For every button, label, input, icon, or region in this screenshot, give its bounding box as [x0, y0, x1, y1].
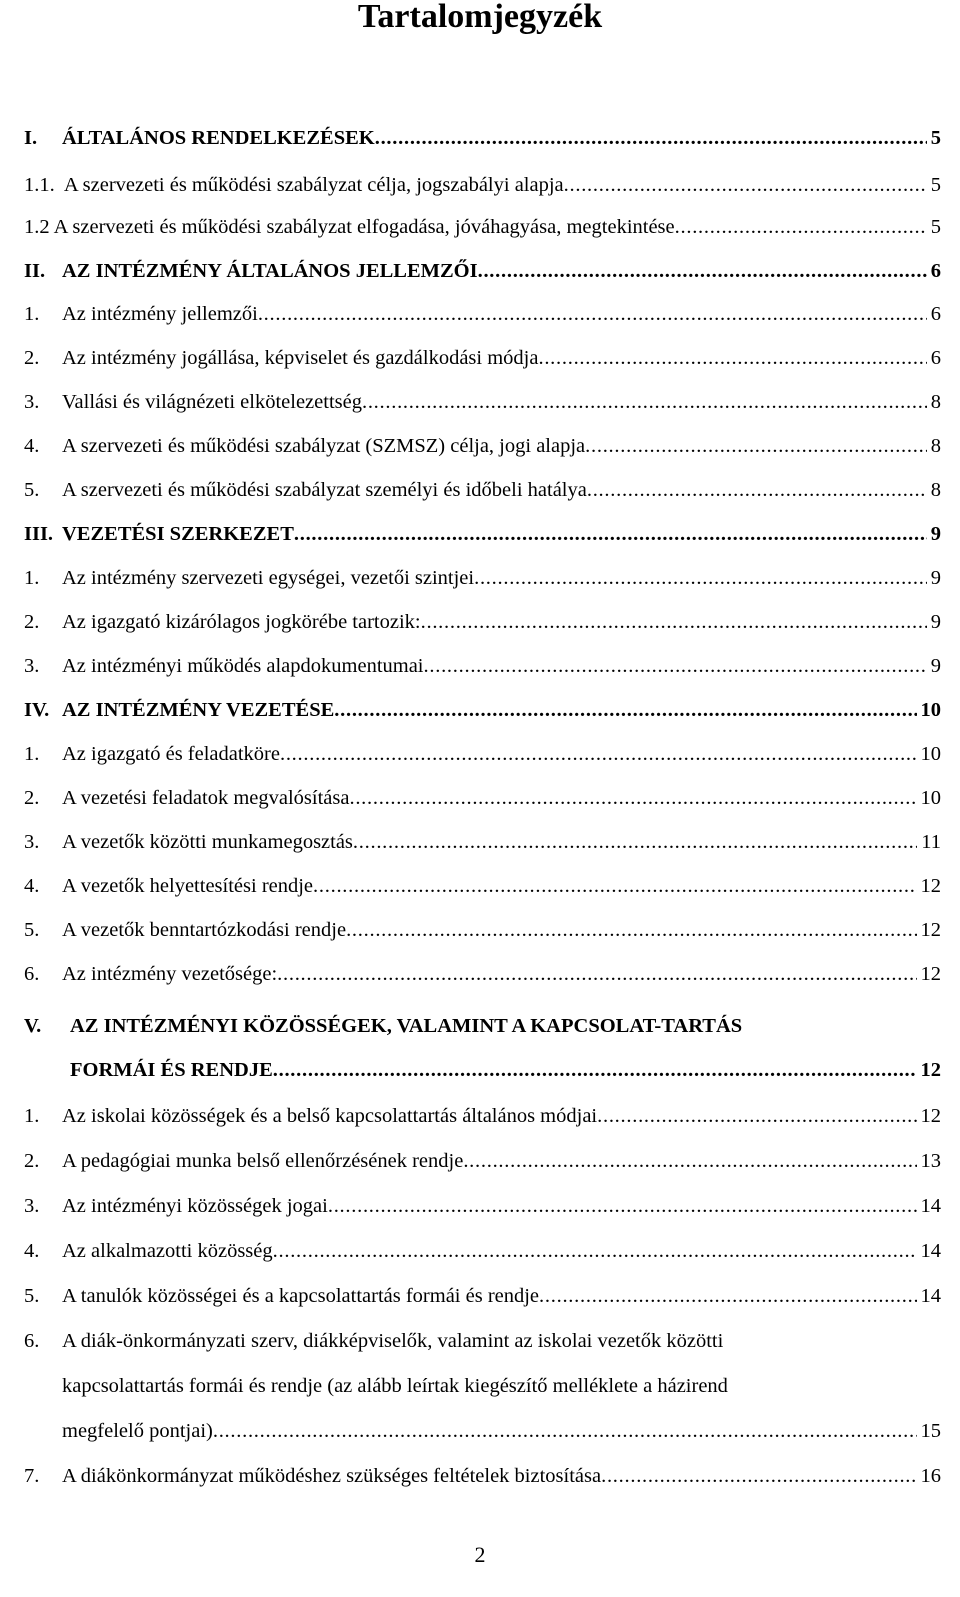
toc-entry[interactable] — [24, 123, 941, 153]
toc-entry-number: V. — [24, 1015, 42, 1037]
toc-entry[interactable] — [24, 212, 941, 242]
toc-entry-number: 4. — [24, 1240, 40, 1262]
toc-entry-number: 5. — [24, 1285, 40, 1307]
toc-entry[interactable] — [24, 256, 941, 286]
toc-entry-first-line[interactable] — [24, 1326, 941, 1356]
toc-entry-number: 2. — [24, 787, 40, 809]
toc-entry-text: A vezetők közötti munkamegosztás — [62, 831, 353, 853]
toc-entry-page: 9 — [930, 655, 941, 677]
toc-entry[interactable] — [24, 783, 941, 813]
toc-entry-page: 12 — [920, 1105, 941, 1127]
toc-entry-page: 8 — [930, 479, 941, 501]
page-number: 2 — [474, 1542, 486, 1567]
toc-entry-text: AZ INTÉZMÉNY VEZETÉSE — [62, 699, 335, 721]
toc-entry-page: 11 — [921, 831, 941, 853]
toc-entry[interactable] — [24, 1101, 941, 1131]
toc-entry-number: 2. — [24, 1150, 40, 1172]
toc-entry-page: 12 — [920, 875, 941, 897]
toc-entry-text: A vezetők helyettesítési rendje — [62, 875, 314, 897]
toc-entry-page: 16 — [920, 1465, 941, 1487]
toc-entry-text: kapcsolattartás formái és rendje (az alább leírtak kiegészítő melléklete a házirend — [62, 1375, 728, 1397]
toc-entry-text: megfelelő pontjai) — [62, 1420, 213, 1442]
toc-entry[interactable] — [24, 695, 941, 725]
toc-entry-number: III. — [24, 523, 54, 545]
toc-entry[interactable] — [24, 827, 941, 857]
toc-entry-page: 15 — [920, 1420, 941, 1442]
toc-entry-page: 9 — [930, 523, 941, 545]
toc-entry-number: 1. — [24, 567, 40, 589]
toc-entry-page: 12 — [920, 963, 941, 985]
toc-entry-page: 13 — [920, 1150, 941, 1172]
toc-entry[interactable] — [24, 607, 941, 637]
toc-entry[interactable] — [24, 343, 941, 373]
toc-entry-number: 1. — [24, 743, 40, 765]
toc-entry[interactable] — [24, 1416, 941, 1446]
toc-entry[interactable] — [24, 299, 941, 329]
toc-entry-page: 14 — [920, 1240, 941, 1262]
toc-entry-text: Az igazgató kizárólagos jogkörébe tartozik: — [62, 611, 421, 633]
toc-entry-number: 3. — [24, 831, 40, 853]
toc-entry-text: A szervezeti és működési szabályzat személyi és időbeli hatálya — [62, 479, 587, 501]
toc-entry[interactable] — [24, 170, 941, 200]
toc-entry-number: 6. — [24, 1330, 40, 1352]
toc-entry-text: VEZETÉSI SZERKEZET — [62, 523, 294, 545]
toc-entry[interactable] — [24, 431, 941, 461]
toc-entry[interactable] — [24, 959, 941, 989]
toc-entry-text: AZ INTÉZMÉNYI KÖZÖSSÉGEK, VALAMINT A KAPCSOLAT-TARTÁS — [70, 1015, 743, 1037]
toc-entry[interactable] — [24, 739, 941, 769]
toc-entry[interactable] — [24, 1146, 941, 1176]
toc-entry-number: 3. — [24, 1195, 40, 1217]
toc-entry-page: 12 — [920, 919, 941, 941]
toc-entry-text: A diákönkormányzat működéshez szükséges feltételek biztosítása — [62, 1465, 602, 1487]
toc-entry-text: 1.1. A szervezeti és működési szabályzat célja, jogszabályi alapja — [24, 174, 564, 196]
toc-entry-page: 10 — [920, 743, 941, 765]
toc-entry-number: 6. — [24, 963, 40, 985]
toc-entry-page: 9 — [930, 567, 941, 589]
toc-entry-text: A diák-önkormányzati szerv, diákképviselők, valamint az iskolai vezetők közötti — [62, 1330, 724, 1352]
toc-entry-number: 1. — [24, 303, 40, 325]
toc-entry[interactable] — [24, 915, 941, 945]
toc-entry-text: 1.2 A szervezeti és működési szabályzat elfogadása, jóváhagyása, megtekintése — [24, 216, 675, 238]
toc-entry-text: A vezetési feladatok megvalósítása — [62, 787, 350, 809]
toc-entry-text: Az alkalmazotti közösség — [62, 1240, 273, 1262]
toc-entry-page: 6 — [930, 303, 941, 325]
toc-entry-text: Vallási és világnézeti elkötelezettség — [62, 391, 362, 413]
toc-entry-number: 3. — [24, 655, 40, 677]
toc-entry-page: 8 — [930, 435, 941, 457]
toc-entry-page: 5 — [930, 174, 941, 196]
toc-entry-text: Az intézmény vezetősége: — [62, 963, 278, 985]
toc-entry-text: Az intézmény jogállása, képviselet és gazdálkodási módja — [62, 347, 539, 369]
toc-entry[interactable] — [24, 1281, 941, 1311]
toc-entry-text: A szervezeti és működési szabályzat (SZMSZ) célja, jogi alapja — [62, 435, 586, 457]
toc-entry-text: A vezetők benntartózkodási rendje — [62, 919, 347, 941]
toc-entry-number: 4. — [24, 435, 40, 457]
toc-entry[interactable] — [24, 871, 941, 901]
toc-entry-number: II. — [24, 260, 46, 282]
toc-entry[interactable] — [24, 651, 941, 681]
toc-entry-text: FORMÁI ÉS RENDJE — [70, 1059, 273, 1081]
toc-entry-text: Az iskolai közösségek és a belső kapcsolattartás általános módjai — [62, 1105, 598, 1127]
toc-entry-number: I. — [24, 127, 38, 149]
toc-entry-second-line[interactable] — [24, 1371, 941, 1401]
toc-entry-number: 5. — [24, 919, 40, 941]
toc-entry-first-line[interactable] — [24, 1011, 941, 1041]
toc-entry-number: 5. — [24, 479, 40, 501]
toc-entry-page: 6 — [930, 347, 941, 369]
toc-entry-text: A pedagógiai munka belső ellenőrzésének rendje — [62, 1150, 464, 1172]
toc-entry-number: 4. — [24, 875, 40, 897]
toc-entry-number: 7. — [24, 1465, 40, 1487]
toc-entry-page: 12 — [920, 1059, 941, 1081]
toc-entry-text: Az intézményi működés alapdokumentumai — [62, 655, 424, 677]
toc-entry-text: ÁLTALÁNOS RENDELKEZÉSEK — [62, 127, 375, 149]
toc-entry-number: 3. — [24, 391, 40, 413]
toc-entry-text: Az igazgató és feladatköre — [62, 743, 280, 765]
toc-entry-page: 14 — [920, 1195, 941, 1217]
toc-entry-page: 9 — [930, 611, 941, 633]
toc-entry-number: 1. — [24, 1105, 40, 1127]
toc-entry[interactable] — [24, 563, 941, 593]
toc-entry-page: 5 — [930, 127, 941, 149]
toc-entry[interactable] — [24, 1055, 941, 1085]
toc-entry[interactable] — [24, 387, 941, 417]
toc-entry-text: Az intézményi közösségek jogai — [62, 1195, 328, 1217]
toc-entry[interactable] — [24, 519, 941, 549]
toc-entry[interactable] — [24, 1191, 941, 1221]
toc-entry-text: AZ INTÉZMÉNY ÁLTALÁNOS JELLEMZŐI — [62, 260, 478, 282]
toc-entry-page: 14 — [920, 1285, 941, 1307]
toc-entry-page: 5 — [930, 216, 941, 238]
toc-entry-page: 6 — [930, 260, 941, 282]
toc-entry-text: A tanulók közösségei és a kapcsolattartás formái és rendje — [62, 1285, 540, 1307]
page-title: Tartalomjegyzék — [357, 0, 603, 35]
toc-entry-page: 8 — [930, 391, 941, 413]
toc-entry-page: 10 — [920, 699, 941, 721]
toc-entry-number: 2. — [24, 611, 40, 633]
toc-entry-number: 2. — [24, 347, 40, 369]
toc-entry-text: Az intézmény jellemzői — [62, 303, 258, 325]
toc-entry-number: IV. — [24, 699, 50, 721]
toc-entry-text: Az intézmény szervezeti egységei, vezetői szintjei — [62, 567, 475, 589]
toc-entry-page: 10 — [920, 787, 941, 809]
toc-entry[interactable] — [24, 475, 941, 505]
toc-entry[interactable] — [24, 1236, 941, 1266]
toc-entry[interactable] — [24, 1461, 941, 1491]
